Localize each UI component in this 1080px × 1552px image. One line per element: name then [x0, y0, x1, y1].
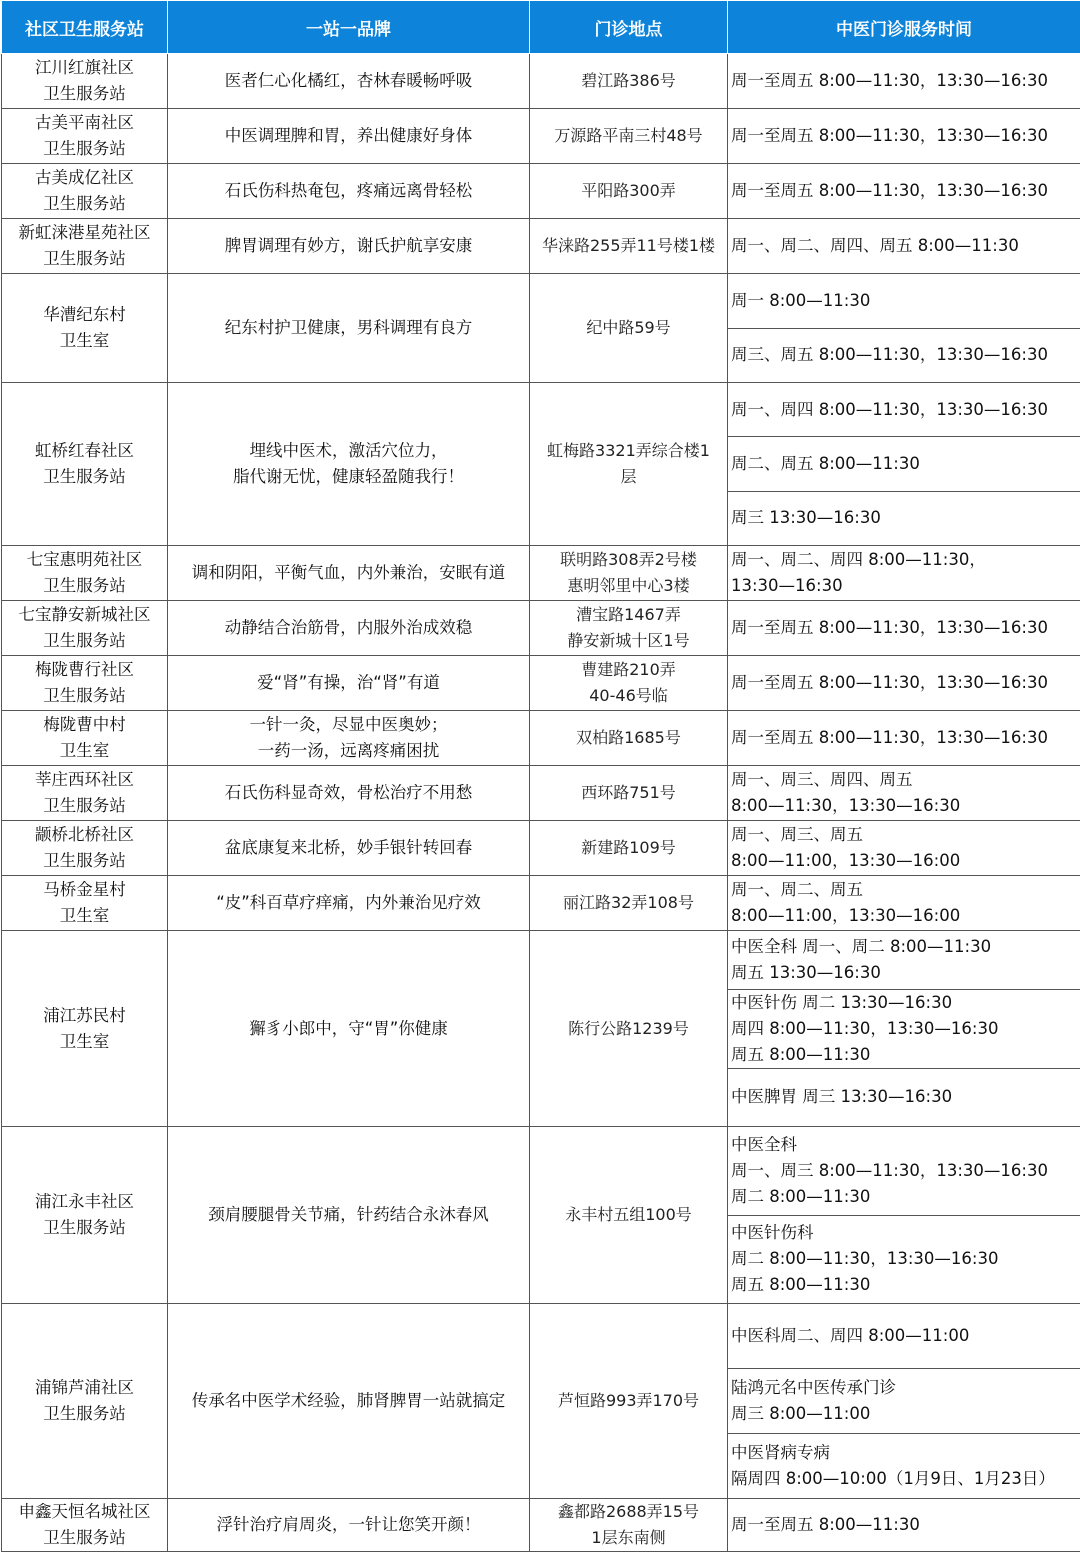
- service-time-cell: [728, 711, 1080, 766]
- location-line: 层: [530, 464, 727, 490]
- station-name-cell: [2, 656, 168, 711]
- table-row: [2, 54, 1080, 109]
- station-name-line: 江川红旗社区: [2, 55, 167, 81]
- time-slot: [728, 1499, 1080, 1551]
- table-row: [2, 1499, 1080, 1552]
- brand-line: 埋线中医术，激活穴位力，: [168, 438, 529, 464]
- brand-cell: [168, 766, 530, 821]
- time-slot: [728, 766, 1080, 820]
- header-station: 社区卫生服务站: [2, 1, 168, 54]
- time-slot: [728, 876, 1080, 930]
- location-cell: [530, 546, 728, 601]
- brand-line: 爱“肾”有操，治“肾”有道: [168, 670, 529, 696]
- location-cell: [530, 931, 728, 1127]
- table-row: [2, 821, 1080, 876]
- location-cell: [530, 821, 728, 876]
- time-slot: [728, 990, 1080, 1069]
- time-slot: [728, 1304, 1080, 1369]
- service-time-cell: [728, 821, 1080, 876]
- station-name-line: 马桥金星村: [2, 877, 167, 903]
- station-name-line: 梅陇曹行社区: [2, 657, 167, 683]
- station-name-line: 古美平南社区: [2, 110, 167, 136]
- location-line: 鑫都路2688弄15号: [530, 1499, 727, 1525]
- brand-line: “皮”科百草疗痒痛，内外兼治见疗效: [168, 890, 529, 916]
- brand-line: 浮针治疗肩周炎，一针让您笑开颜！: [168, 1512, 529, 1538]
- time-slot-line: 隔周四 8:00—10:00（1月9日、1月23日）: [731, 1466, 1077, 1492]
- station-name-cell: [2, 164, 168, 219]
- brand-line: 一针一灸，尽显中医奥妙；: [168, 712, 529, 738]
- location-cell: [530, 766, 728, 821]
- station-name-line: 虹桥红春社区: [2, 438, 167, 464]
- station-name-line: 七宝惠明苑社区: [2, 547, 167, 573]
- time-slot-line: 周一至周五 8:00—11:30，13:30—16:30: [731, 670, 1077, 696]
- location-line: 芦恒路993弄170号: [530, 1388, 727, 1414]
- table-row: [2, 601, 1080, 656]
- station-name-line: 卫生服务站: [2, 683, 167, 709]
- time-slot: [728, 437, 1080, 491]
- station-name-cell: [2, 766, 168, 821]
- time-slot: [728, 54, 1080, 108]
- location-line: 静安新城十区1号: [530, 628, 727, 654]
- station-name-cell: [2, 54, 168, 109]
- station-name-line: 卫生服务站: [2, 1215, 167, 1241]
- table-row: [2, 766, 1080, 821]
- time-slot-line: 陆鸿元名中医传承门诊: [731, 1375, 1077, 1401]
- time-slot-line: 中医科周二、周四 8:00—11:00: [731, 1323, 1077, 1349]
- location-line: 漕宝路1467弄: [530, 602, 727, 628]
- time-slot: [728, 1369, 1080, 1434]
- time-slot: [728, 492, 1080, 545]
- service-time-cell: [728, 274, 1080, 383]
- time-slot: [728, 711, 1080, 765]
- station-name-line: 梅陇曹中村: [2, 712, 167, 738]
- location-cell: [530, 274, 728, 383]
- service-time-cell: [728, 931, 1080, 1127]
- table-row: [2, 546, 1080, 601]
- time-slot-line: 周一至周五 8:00—11:30，13:30—16:30: [731, 725, 1077, 751]
- time-slot-line: 中医全科 周一、周二 8:00—11:30: [731, 934, 1077, 960]
- service-time-cell: [728, 601, 1080, 656]
- brand-cell: [168, 711, 530, 766]
- brand-cell: [168, 546, 530, 601]
- table-row: [2, 1304, 1080, 1499]
- time-slot-line: 周五 13:30—16:30: [731, 960, 1077, 986]
- station-name-line: 莘庄西环社区: [2, 767, 167, 793]
- station-name-line: 新虹涞港星苑社区: [2, 220, 167, 246]
- station-name-line: 卫生服务站: [2, 1401, 167, 1427]
- brand-line: 獬豸小郎中，守“胃”你健康: [168, 1016, 529, 1042]
- service-time-cell: [728, 219, 1080, 274]
- service-time-cell: [728, 546, 1080, 601]
- time-slot: [728, 164, 1080, 218]
- table-row: [2, 219, 1080, 274]
- time-slot-line: 周一、周三 8:00—11:30，13:30—16:30: [731, 1158, 1077, 1184]
- time-slot: [728, 329, 1080, 383]
- station-name-cell: [2, 821, 168, 876]
- brand-cell: [168, 219, 530, 274]
- time-slot: [728, 1127, 1080, 1216]
- time-slot-line: 周一 8:00—11:30: [731, 288, 1077, 314]
- brand-cell: [168, 656, 530, 711]
- table-row: [2, 164, 1080, 219]
- station-name-line: 卫生服务站: [2, 793, 167, 819]
- station-name-line: 卫生服务站: [2, 1525, 167, 1551]
- header-service-time: 中医门诊服务时间: [728, 1, 1080, 54]
- station-name-cell: [2, 931, 168, 1127]
- station-name-cell: [2, 383, 168, 546]
- station-name-cell: [2, 876, 168, 931]
- location-line: 纪中路59号: [530, 315, 727, 341]
- header-location: 门诊地点: [530, 1, 728, 54]
- service-time-cell: [728, 766, 1080, 821]
- brand-cell: [168, 1304, 530, 1499]
- location-line: 虹梅路3321弄综合楼1: [530, 438, 727, 464]
- brand-cell: [168, 1499, 530, 1552]
- brand-line: 石氏伤科显奇效，骨松治疗不用愁: [168, 780, 529, 806]
- service-time-cell: [728, 656, 1080, 711]
- time-slot-line: 中医针伤科: [731, 1220, 1077, 1246]
- location-line: 惠明邻里中心3楼: [530, 573, 727, 599]
- location-cell: [530, 1127, 728, 1304]
- time-slot-line: 周一、周二、周四、周五 8:00—11:30: [731, 233, 1077, 259]
- station-name-cell: [2, 1127, 168, 1304]
- brand-cell: [168, 383, 530, 546]
- service-time-cell: [728, 1304, 1080, 1499]
- time-slot: [728, 383, 1080, 437]
- brand-line: 石氏伤科热奄包，疼痛远离骨轻松: [168, 178, 529, 204]
- brand-cell: [168, 931, 530, 1127]
- time-slot-line: 周三、周五 8:00—11:30，13:30—16:30: [731, 342, 1077, 368]
- location-cell: [530, 1304, 728, 1499]
- brand-line: 动静结合治筋骨，内服外治成效稳: [168, 615, 529, 641]
- time-slot-line: 周二 8:00—11:30: [731, 1184, 1077, 1210]
- location-line: 曹建路210弄: [530, 657, 727, 683]
- station-name-cell: [2, 219, 168, 274]
- station-name-line: 卫生服务站: [2, 573, 167, 599]
- brand-cell: [168, 274, 530, 383]
- brand-line: 调和阴阳，平衡气血，内外兼治，安眠有道: [168, 560, 529, 586]
- station-name-line: 卫生服务站: [2, 246, 167, 272]
- location-line: 平阳路300弄: [530, 178, 727, 204]
- brand-line: 盆底康复来北桥，妙手银针转回春: [168, 835, 529, 861]
- brand-line: 医者仁心化橘红，杏林春暖畅呼吸: [168, 68, 529, 94]
- time-slot: [728, 601, 1080, 655]
- station-name-line: 七宝静安新城社区: [2, 602, 167, 628]
- station-name-line: 卫生室: [2, 328, 167, 354]
- time-slot-line: 周一、周二、周五: [731, 877, 1077, 903]
- time-slot-line: 13:30—16:30: [731, 573, 1077, 599]
- time-slot-line: 中医脾胃 周三 13:30—16:30: [731, 1084, 1077, 1110]
- time-slot: [728, 1069, 1080, 1127]
- brand-line: 中医调理脾和胃，养出健康好身体: [168, 123, 529, 149]
- station-name-cell: [2, 1499, 168, 1552]
- location-cell: [530, 164, 728, 219]
- station-name-line: 颛桥北桥社区: [2, 822, 167, 848]
- station-name-line: 浦江永丰社区: [2, 1189, 167, 1215]
- table-row: [2, 656, 1080, 711]
- brand-cell: [168, 164, 530, 219]
- time-slot: [728, 1434, 1080, 1498]
- service-time-cell: [728, 1499, 1080, 1552]
- table-row: [2, 383, 1080, 546]
- station-name-line: 申鑫天恒名城社区: [2, 1499, 167, 1525]
- time-slot: [728, 1216, 1080, 1304]
- station-name-line: 卫生服务站: [2, 628, 167, 654]
- station-name-line: 华漕纪东村: [2, 302, 167, 328]
- time-slot: [728, 219, 1080, 273]
- location-cell: [530, 876, 728, 931]
- location-cell: [530, 54, 728, 109]
- station-name-line: 浦锦芦浦社区: [2, 1375, 167, 1401]
- station-name-cell: [2, 1304, 168, 1499]
- table-row: [2, 1127, 1080, 1304]
- time-slot-line: 周一至周五 8:00—11:30: [731, 1512, 1077, 1538]
- time-slot-line: 中医全科: [731, 1132, 1077, 1158]
- station-name-line: 卫生服务站: [2, 848, 167, 874]
- time-slot-line: 周三 13:30—16:30: [731, 505, 1077, 531]
- service-time-cell: [728, 383, 1080, 546]
- location-cell: [530, 601, 728, 656]
- header-row: [2, 1, 1080, 54]
- brand-cell: [168, 1127, 530, 1304]
- brand-cell: [168, 601, 530, 656]
- station-name-line: 浦江苏民村: [2, 1003, 167, 1029]
- time-slot-line: 周五 8:00—11:30: [731, 1042, 1077, 1068]
- table-row: [2, 876, 1080, 931]
- location-line: 西环路751号: [530, 780, 727, 806]
- location-line: 永丰村五组100号: [530, 1202, 727, 1228]
- time-slot: [728, 656, 1080, 710]
- table-row: [2, 274, 1080, 383]
- service-time-cell: [728, 164, 1080, 219]
- location-line: 40-46号临: [530, 683, 727, 709]
- station-name-line: 卫生室: [2, 903, 167, 929]
- location-line: 陈行公路1239号: [530, 1016, 727, 1042]
- time-slot-line: 周一、周三、周四、周五: [731, 767, 1077, 793]
- brand-line: 脾胃调理有妙方，谢氏护航享安康: [168, 233, 529, 259]
- station-name-cell: [2, 546, 168, 601]
- time-slot-line: 周二 8:00—11:30，13:30—16:30: [731, 1246, 1077, 1272]
- station-name-line: 卫生服务站: [2, 191, 167, 217]
- station-name-line: 卫生服务站: [2, 464, 167, 490]
- location-line: 万源路平南三村48号: [530, 123, 727, 149]
- time-slot-line: 周一、周三、周五: [731, 822, 1077, 848]
- time-slot-line: 周一至周五 8:00—11:30，13:30—16:30: [731, 123, 1077, 149]
- location-line: 丽江路32弄108号: [530, 890, 727, 916]
- station-name-cell: [2, 601, 168, 656]
- time-slot-line: 中医肾病专病: [731, 1440, 1077, 1466]
- brand-line: 纪东村护卫健康，男科调理有良方: [168, 315, 529, 341]
- brand-line: 一药一汤，远离疼痛困扰: [168, 738, 529, 764]
- time-slot-line: 周一至周五 8:00—11:30，13:30—16:30: [731, 615, 1077, 641]
- station-name-cell: [2, 274, 168, 383]
- header-brand: 一站一品牌: [168, 1, 530, 54]
- station-name-cell: [2, 711, 168, 766]
- time-slot-line: 8:00—11:00，13:30—16:00: [731, 848, 1077, 874]
- brand-line: 脂代谢无忧，健康轻盈随我行！: [168, 464, 529, 490]
- station-name-cell: [2, 109, 168, 164]
- station-name-line: 卫生室: [2, 738, 167, 764]
- location-line: 新建路109号: [530, 835, 727, 861]
- location-line: 双柏路1685号: [530, 725, 727, 751]
- brand-line: 颈肩腰腿骨关节痛，针药结合永沐春风: [168, 1202, 529, 1228]
- time-slot-line: 周三 8:00—11:00: [731, 1401, 1077, 1427]
- table-row: [2, 109, 1080, 164]
- location-line: 1层东南侧: [530, 1525, 727, 1551]
- station-name-line: 卫生服务站: [2, 81, 167, 107]
- time-slot-line: 中医针伤 周二 13:30—16:30: [731, 990, 1077, 1016]
- location-cell: [530, 1499, 728, 1552]
- time-slot-line: 8:00—11:00，13:30—16:00: [731, 903, 1077, 929]
- time-slot-line: 周四 8:00—11:30，13:30—16:30: [731, 1016, 1077, 1042]
- service-time-cell: [728, 109, 1080, 164]
- location-line: 联明路308弄2号楼: [530, 547, 727, 573]
- time-slot: [728, 109, 1080, 163]
- time-slot-line: 周五 8:00—11:30: [731, 1272, 1077, 1298]
- location-cell: [530, 711, 728, 766]
- time-slot-line: 周一、周二、周四 8:00—11:30，: [731, 547, 1077, 573]
- location-cell: [530, 109, 728, 164]
- location-cell: [530, 656, 728, 711]
- location-line: 碧江路386号: [530, 68, 727, 94]
- station-name-line: 卫生服务站: [2, 136, 167, 162]
- service-time-cell: [728, 1127, 1080, 1304]
- location-cell: [530, 219, 728, 274]
- service-time-cell: [728, 54, 1080, 109]
- time-slot-line: 周一至周五 8:00—11:30，13:30—16:30: [731, 178, 1077, 204]
- station-name-line: 古美成亿社区: [2, 165, 167, 191]
- service-time-cell: [728, 876, 1080, 931]
- time-slot: [728, 821, 1080, 875]
- time-slot-line: 8:00—11:30，13:30—16:30: [731, 793, 1077, 819]
- brand-cell: [168, 821, 530, 876]
- time-slot-line: 周二、周五 8:00—11:30: [731, 451, 1077, 477]
- brand-line: 传承名中医学术经验，肺肾脾胃一站就搞定: [168, 1388, 529, 1414]
- brand-cell: [168, 876, 530, 931]
- brand-cell: [168, 109, 530, 164]
- location-line: 华涞路255弄11号楼1楼: [530, 233, 727, 259]
- station-name-line: 卫生室: [2, 1029, 167, 1055]
- time-slot-line: 周一至周五 8:00—11:30，13:30—16:30: [731, 68, 1077, 94]
- time-slot: [728, 931, 1080, 990]
- time-slot-line: 周一、周四 8:00—11:30，13:30—16:30: [731, 397, 1077, 423]
- table-row: [2, 931, 1080, 1127]
- brand-cell: [168, 54, 530, 109]
- location-cell: [530, 383, 728, 546]
- time-slot: [728, 274, 1080, 329]
- time-slot: [728, 546, 1080, 600]
- clinic-schedule-table: [1, 0, 1080, 1552]
- table-row: [2, 711, 1080, 766]
